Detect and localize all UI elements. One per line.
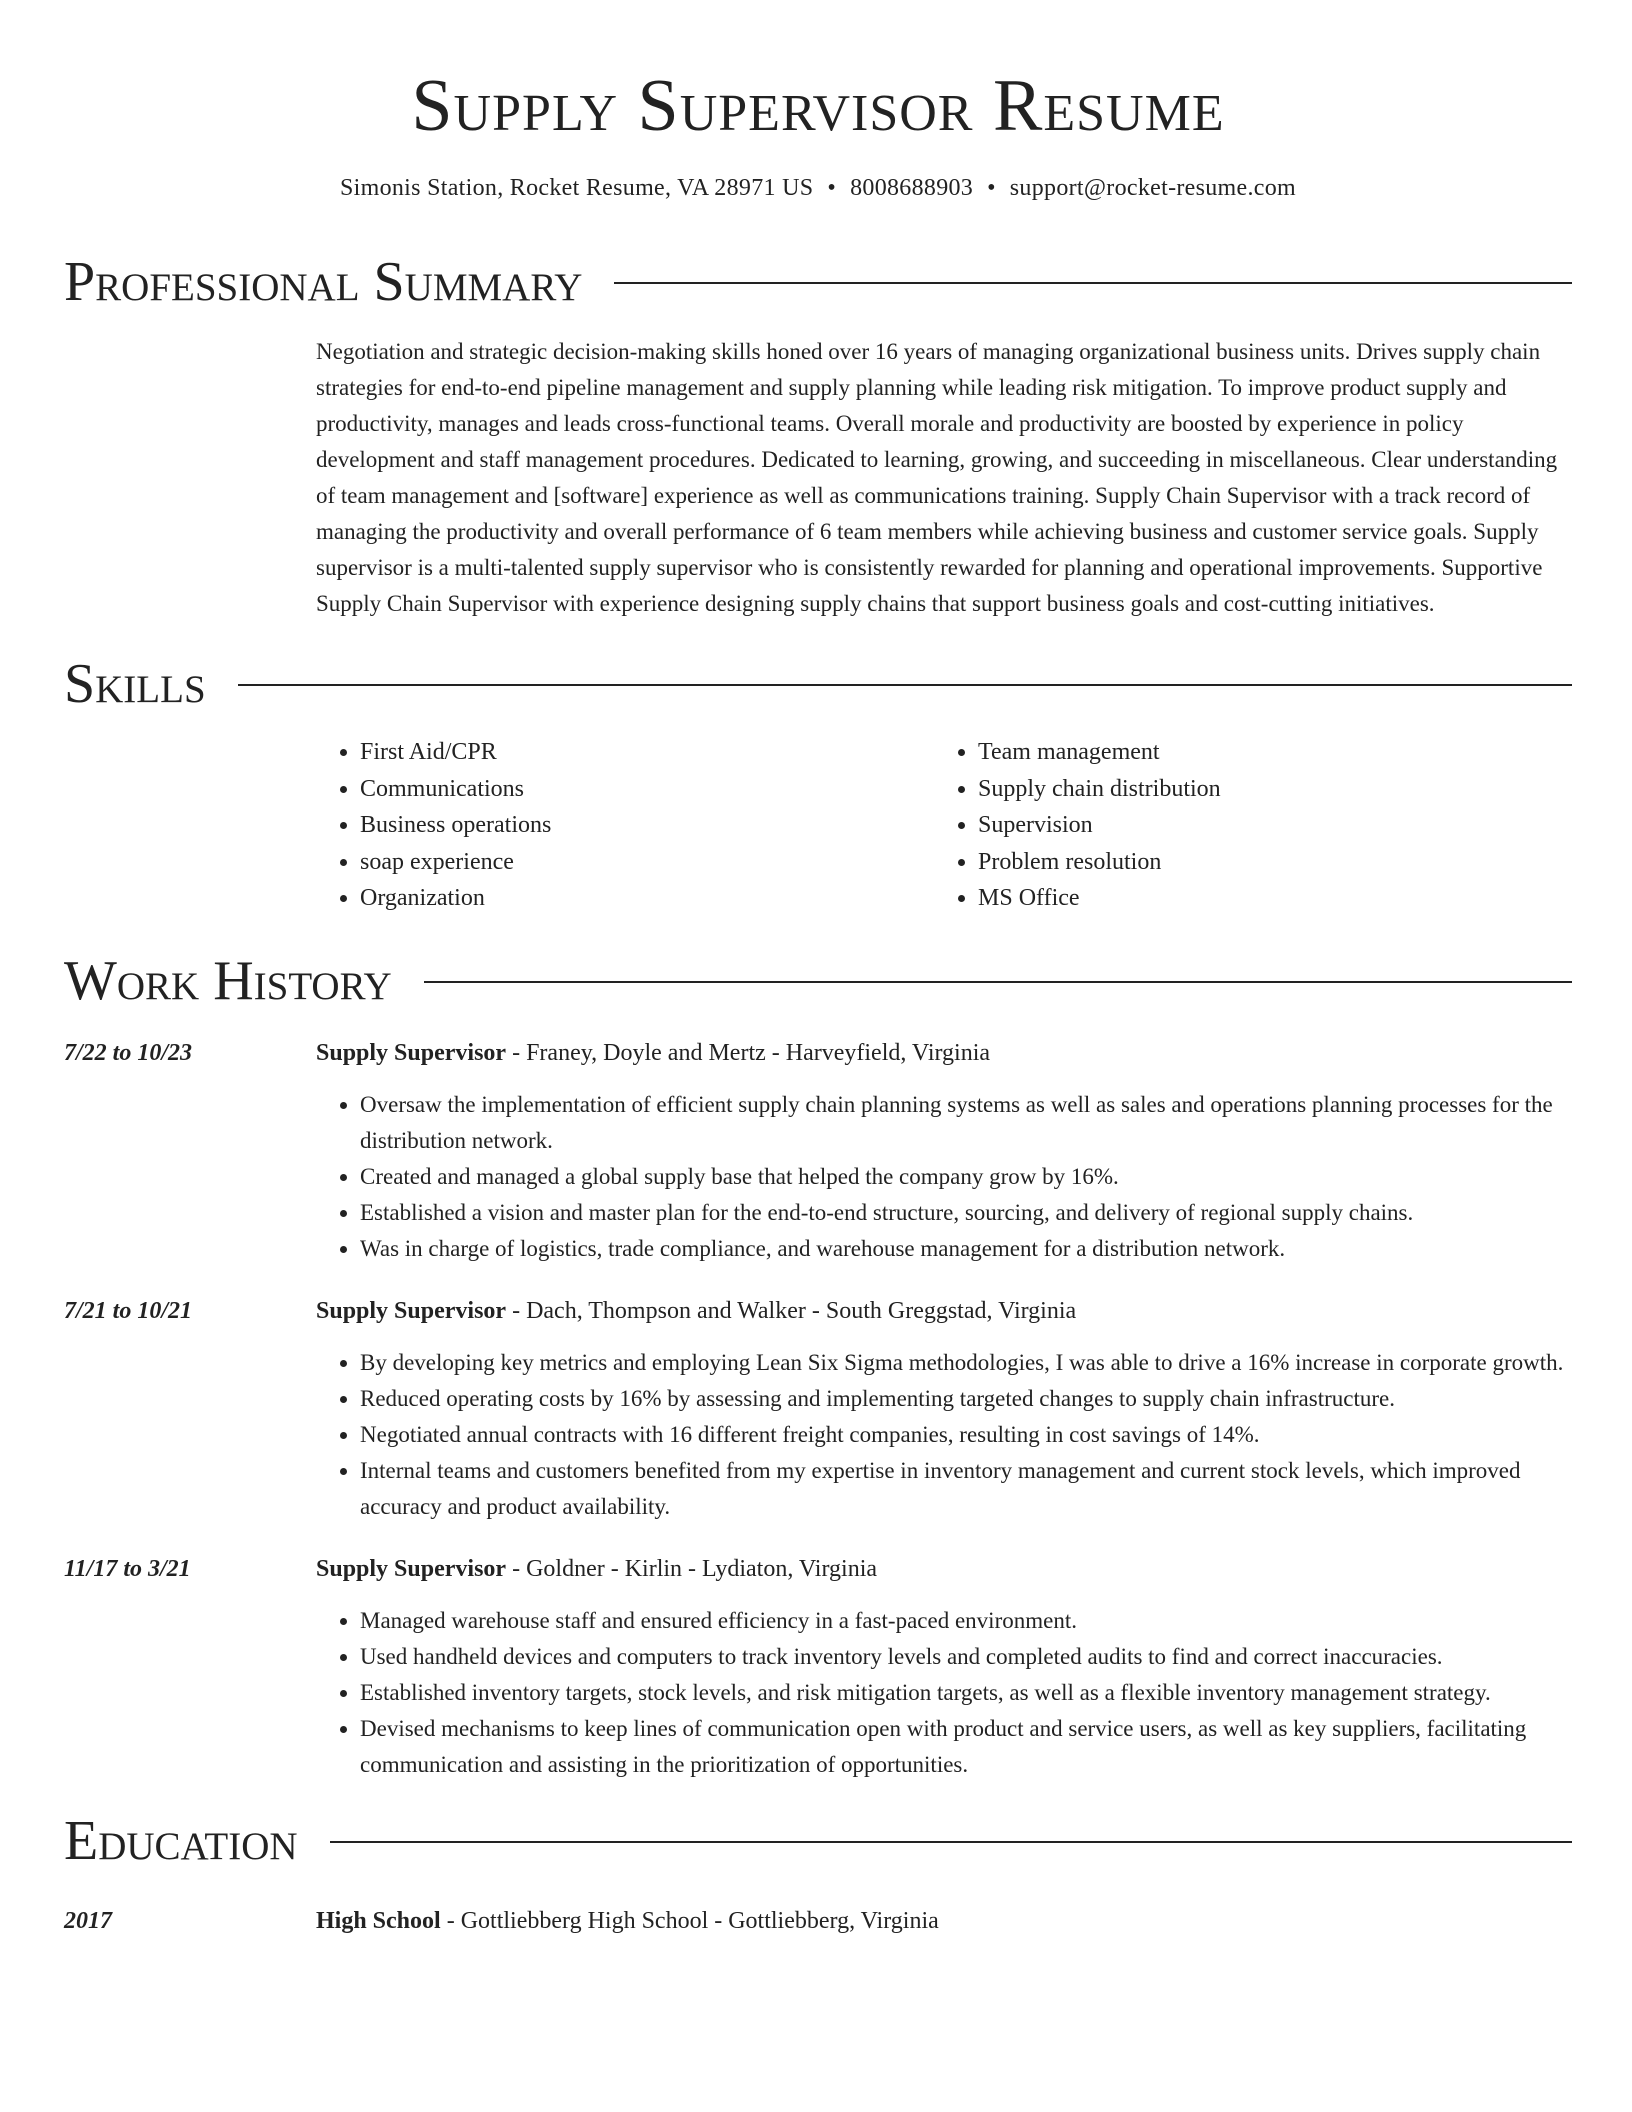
- work-heading: Work History: [64, 949, 392, 1012]
- work-employer: - Franey, Doyle and Mertz - Harveyfield, Virginia: [506, 1039, 991, 1066]
- work-bullet: • Established inventory targets, stock levels, and risk mitigation targets, as well as a flexible inventory management strategy.: [360, 1675, 1572, 1711]
- summary-paragraph: Negotiation and strategic decision-making skills honed over 16 years of managing organizational business units. Drives supply chain strategies for end-to-end pipeline management and supply planning while leading risk mitigation. To improve product supply and productivity, manages and leads cross-functional teams. Overall morale and productivity are boosted by experience in policy development and staff management procedures. Dedicated to learning, growing, and succeeding in miscellaneous. Clear understanding of team management and [software] experience as well as communications training. Supply Chain Supervisor with a track record of managing the productivity and overall performance of 6 team members while achieving business and customer service goals. Supply supervisor is a multi-talented supply supervisor who is consistently rewarded for planning and operational improvements. Supportive Supply Chain Supervisor with experience designing supply chains that support business goals and cost-cutting initiatives.: [316, 339, 1558, 616]
- work-section-header: [64, 949, 1572, 1013]
- work-bullets: [316, 1603, 1572, 1783]
- work-role: Supply Supervisor: [316, 1297, 507, 1324]
- work-bullet: • Created and managed a global supply base that helped the company grow by 16%.: [360, 1159, 1572, 1195]
- contact-separator: •: [827, 175, 837, 201]
- skills-list: [316, 734, 1572, 917]
- work-employer: - Goldner - Kirlin - Lydiaton, Virginia: [506, 1555, 878, 1582]
- work-bullet: • Was in charge of logistics, trade compliance, and warehouse management for a distribution network.: [360, 1231, 1572, 1267]
- skill-item: • Business operations: [360, 807, 934, 844]
- education-school: - Gottliebberg High School - Gottliebberg, Virginia: [440, 1907, 939, 1934]
- education-line: [316, 1903, 1572, 1939]
- skill-item: • Supervision: [978, 807, 1552, 844]
- education-degree: High School: [316, 1907, 441, 1934]
- skills-column-right: [934, 734, 1552, 917]
- resume-page: [64, 0, 1572, 1939]
- work-dates: 7/21 to 10/21: [64, 1297, 193, 1324]
- skill-item: • Supply chain distribution: [978, 771, 1552, 808]
- skill-item: • soap experience: [360, 844, 934, 881]
- section-divider: [330, 1841, 1572, 1843]
- work-entry: [64, 1035, 1572, 1267]
- skills-section-header: [64, 652, 1572, 716]
- education-heading: Education: [64, 1809, 298, 1872]
- skills-heading: Skills: [64, 653, 206, 715]
- summary-section-header: [64, 250, 1572, 314]
- section-divider: [424, 981, 1572, 983]
- skills-column-left: [316, 734, 934, 917]
- contact-email: support@rocket-resume.com: [1009, 175, 1296, 201]
- contact-address: Simonis Station, Rocket Resume, VA 28971 US: [340, 175, 814, 201]
- work-employer: - Dach, Thompson and Walker - South Greggstad, Virginia: [506, 1297, 1077, 1324]
- summary-heading: Professional Summary: [64, 251, 583, 313]
- section-divider: [614, 282, 1572, 284]
- work-role: Supply Supervisor: [316, 1555, 507, 1582]
- skill-item: • MS Office: [978, 880, 1552, 917]
- work-dates: 7/22 to 10/23: [64, 1039, 193, 1066]
- work-bullet: • Internal teams and customers benefited from my expertise in inventory management and current stock levels, which improved accuracy and product availability.: [360, 1453, 1572, 1525]
- work-bullet: • Devised mechanisms to keep lines of communication open with product and service users, as well as key suppliers, facilitating communication and assisting in the prioritization of opportunities.: [360, 1711, 1572, 1783]
- work-bullet: • Oversaw the implementation of efficient supply chain planning systems as well as sales and operations planning processes for the distribution network.: [360, 1087, 1572, 1159]
- skill-item: • First Aid/CPR: [360, 734, 934, 771]
- work-bullets: [316, 1087, 1572, 1267]
- contact-line: [64, 172, 1572, 204]
- education-year: 2017: [64, 1907, 112, 1934]
- work-title-line: [316, 1293, 1572, 1329]
- education-entry: [64, 1903, 1572, 1939]
- skill-item: • Organization: [360, 880, 934, 917]
- section-divider: [238, 684, 1572, 686]
- education-section-header: [64, 1809, 1572, 1873]
- work-bullet: • By developing key metrics and employing Lean Six Sigma methodologies, I was able to drive a 16% increase in corporate growth.: [360, 1345, 1572, 1381]
- contact-separator: •: [987, 175, 996, 201]
- skill-item: • Team management: [978, 734, 1552, 771]
- work-entry: [64, 1293, 1572, 1525]
- work-title-line: [316, 1551, 1572, 1587]
- skill-item: • Communications: [360, 771, 934, 808]
- resume-title: Supply Supervisor Resume: [411, 65, 1225, 147]
- contact-phone: 8008688903: [850, 175, 974, 201]
- work-bullets: [316, 1345, 1572, 1525]
- work-dates: 11/17 to 3/21: [64, 1555, 191, 1582]
- work-bullet: • Reduced operating costs by 16% by assessing and implementing targeted changes to supply chain infrastructure.: [360, 1381, 1572, 1417]
- skill-item: • Problem resolution: [978, 844, 1552, 881]
- work-bullet: • Managed warehouse staff and ensured efficiency in a fast-paced environment.: [360, 1603, 1572, 1639]
- work-bullet: • Used handheld devices and computers to track inventory levels and completed audits to find and correct inaccuracies.: [360, 1639, 1572, 1675]
- work-bullet: • Negotiated annual contracts with 16 different freight companies, resulting in cost savings of 14%.: [360, 1417, 1572, 1453]
- work-role: Supply Supervisor: [316, 1039, 507, 1066]
- work-title-line: [316, 1035, 1572, 1071]
- work-bullet: • Established a vision and master plan for the end-to-end structure, sourcing, and delivery of regional supply chains.: [360, 1195, 1572, 1231]
- work-entry: [64, 1551, 1572, 1783]
